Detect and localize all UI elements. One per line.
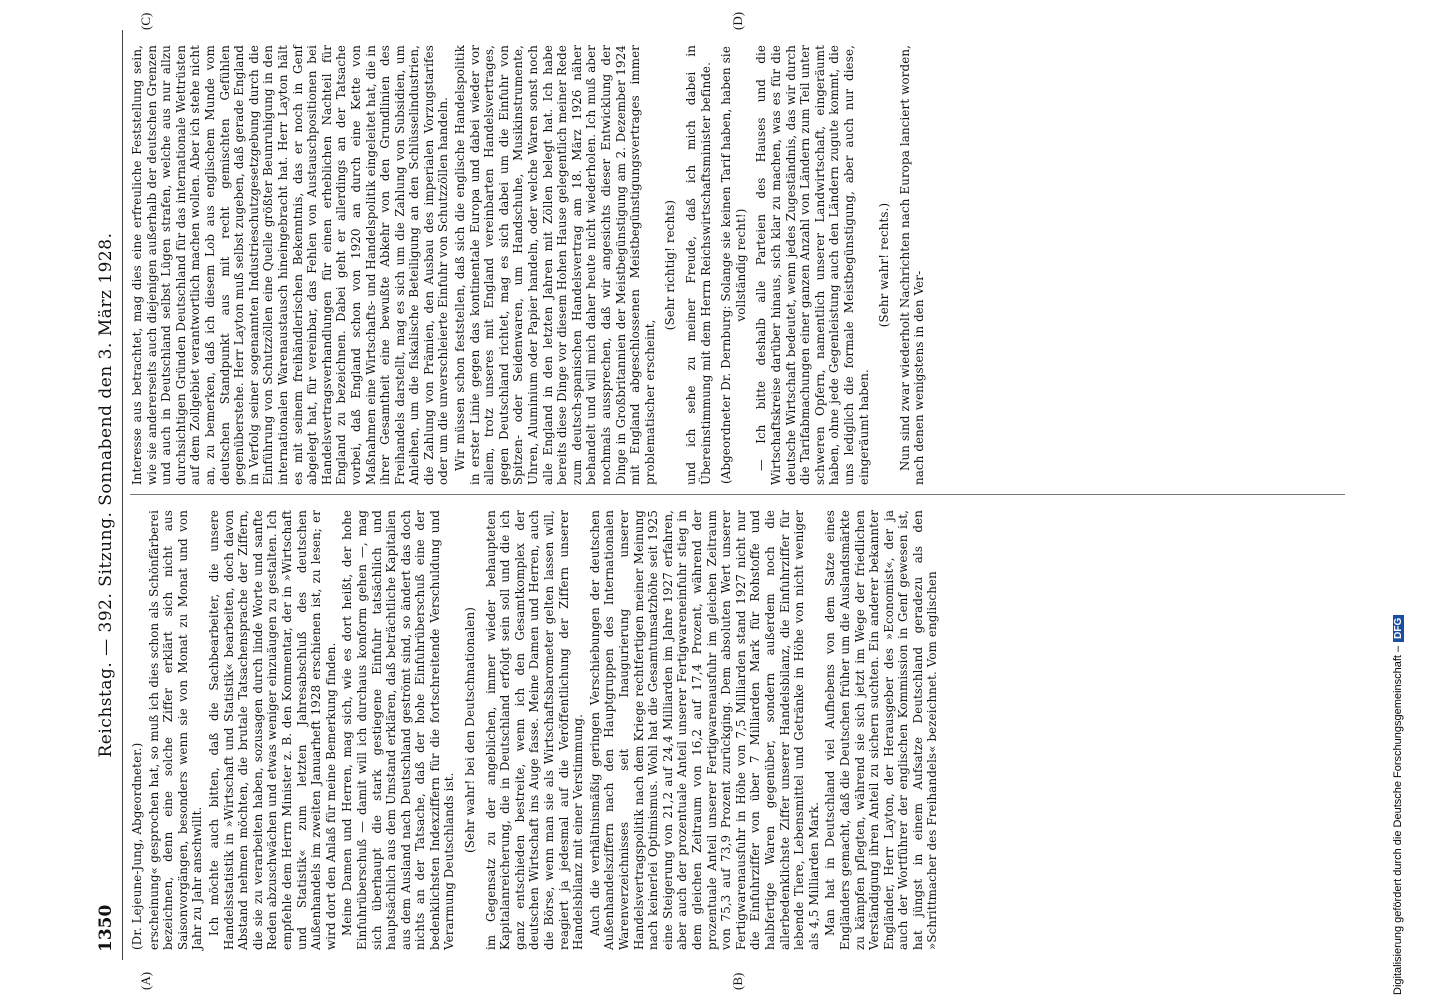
paragraph: Wir müssen schon feststellen, daß sich die englische Handelspolitik in erster Linie gegen das kontinentale Europa und dabei wieder vor allem, trotz unseres mit England vereinbarten Handelsvertrages, gegen Deutschland richtet, mag es sich dabei um die Einfuhr von Spitzen- oder Seidenwaren, um Handschuhe, Musikinstrumente, Uhren, Aluminium oder Papier handeln, oder welche Waren sonst noch alle England in den letzten Jahren mit Zöllen belegt hat. Ich habe bereits diese Dinge vor diesem Hohen Hause gelegentlich meiner Rede zum deutsch-spanischen Handelsvertrag am 18. März 1926 näher behandelt und will mich daher heute nicht wiederholen. Ich muß aber nochmals aussprechen, daß wir angesichts dieser Entwicklung der Dinge in Großbritannien der Meistbegünstigung am 2. Dezember 1924 mit England abgeschlossenen Meistbegünstigungsvertrages immer problematischer erscheint, (453, 45, 657, 485)
digitization-credit (1392, 615, 1404, 995)
paragraph: im Gegensatz zu der angeblichen, immer wieder behaupteten Kapitalanreicherung, die in Deutschland erfolgt sein soll und die ich ganz entschieden bestreite, wenn ich den Gesamtkomplex der deutschen Wirtschaft ins Auge fasse. Meine Damen und Herren, auch die Börse, wenn man sie als Wirtschaftsbarometer gelten lassen will, reagiert ja jedesmal auf die Veröffentlichung der Ziffern unserer Handelsbilanz mit einer Verstimmung. (483, 510, 586, 950)
paragraph: — Ich bitte deshalb alle Parteien des Hauses und die Wirtschaftskreise darüber hinaus, sich klar zu machen, was es für die deutsche Wirtschaft bedeutet, wenn jedes Zugeständnis, das wir durch die Tarifabmachungen einer ganzen Anzahl von Ländern zum Teil unter schweren Opfern, namentlich unserer Landwirtschaft, eingeräumt haben, ohne jede Gegenleistung auch den Ländern zugute kommt, die uns lediglich die formale Meistbegünstigung, aber auch nur diese, eingeräumt haben. (754, 45, 871, 485)
dfg-logo: DFG (1393, 615, 1404, 642)
paragraph: erscheinung« gesprochen hat, so muß ich dies schon als Schönfärberei bezeichnen, denn eine solche Ziffer erklärt sich nicht aus Saisonvorgängen, besonders wenn sie von Monat zu Monat und von Jahr zu Jahr anschwillt. (146, 510, 205, 950)
page-number: 1350 (96, 904, 116, 952)
interjection: (Sehr richtig! rechts) (663, 199, 678, 331)
rotated-page (90, 11, 1355, 990)
credit-text: Digitalisierung gefördert durch die Deutsche Forschungsgemeinschaft – (1392, 645, 1404, 995)
paragraph: Man hat in Deutschland viel Aufhebens von dem Satze eines Engländers gemacht, daß die Deutschen früher um die Auslandsmärkte zu kämpfen pflegten, während sie sich jetzt im Wege der friedlichen Verständigung ihren Anteil zu sichern suchten. Ein anderer bekannter Engländer, Herr Layton, der Herausgeber des »Economist«, der ja auch der Wortführer der englischen Kommission in Genf gewesen ist, hat jüngst in einem Aufsatze Deutschland geradezu als den »Schrittmacher des Freihandels« bezeichnet. Vom englischen (823, 510, 940, 950)
paragraph: Interesse aus betrachtet, mag dies eine erfreuliche Feststellung sein, wie sie andererseits auch diejenigen außerhalb der deutschen Grenzen und auch in Deutschland selbst Lügen strafen, welche aus nur allzu durchsichtigen Gründen Deutschland für das internationale Wettrüsten auf dem Zollgebiet verantwortlich machen wollen. Aber ich stehe nicht an, zu bemerken, daß ich diesem Lob aus englischem Munde vom deutschen Standpunkt aus mit recht gemischten Gefühlen gegenüberstehe. Herr Layton muß selbst zugeben, daß gerade England in Verfolg seiner sogenannten Industrieschutzgesetzgebung durch die Einführung von Schutzzöllen eine Quelle größter Beunruhigung in den internationalen Warenaustausch hineingebracht hat. Herr Layton hält es mit seinem freihändlerischen Bekenntnis, das er noch in Genf abgelegt hat, für vereinbar, das Fehlen von Austauschpositionen bei Handelsvertragsverhandlungen für einen erheblichen Nachteil für England zu bezeichnen. Dabei geht er allerdings an der Tatsache vorbei, daß England schon von 1920 an durch eine Kette von Maßnahmen eine Wirtschafts- und Handelspolitik eingeleitet hat, die in ihrer Gesamtheit eine bewußte Abkehr von den Grundlinien des Freihandels darstellt, mag es sich um die Zahlung von Subsidien, um Anleihen, um die fiskalische Beteiligung an den Schlüsselindustrien, die Zahlung von Prämien, den Ausbau des imperialen Vorzugstarifes oder um die unverschleierte Einfuhr von Schutzzöllen handeln. (130, 45, 451, 485)
margin-marker-d: (D) (730, 11, 745, 30)
page-title: Reichstag. — 392. Sitzung. Sonnabend den 3. März 1928. (96, 232, 116, 758)
margin-marker-b: (B) (730, 972, 745, 990)
right-column (130, 45, 929, 485)
page-header (90, 30, 123, 960)
margin-marker-c: (C) (138, 12, 153, 30)
speaker-line: (Dr. Lejeune-Jung, Abgeordneter.) (130, 742, 144, 950)
margin-marker-a: (A) (138, 971, 153, 990)
paragraph: Meine Damen und Herren, mag sich, wie es dort heißt, der hohe Einfuhrüberschuß — damit will ich durchaus konform gehen —, mag sich überhaupt die stark gestiegene Einfuhr tatsächlich und hauptsächlich aus dem Umstand erklären, daß beträchtliche Kapitalien aus dem Ausland nach Deutschland geströmt sind, so ändert das doch nichts an der Tatsache, daß der hohe Einfuhrüberschuß eine der bedenklichsten Indexziffern für die fortschreitende Verschuldung und Verarmung Deutschlands ist. (340, 510, 457, 950)
paragraph: Auch die verhältnismäßig geringen Verschiebungen der deutschen Außenhandelsziffern nach den Hauptgruppen des Internationalen Warenverzeichnisses seit Inaugurierung unserer Handelsvertragspolitik nach dem Kriege rechtfertigen meiner Meinung nach keinerlei Optimismus. Wohl hat die Gesamtumsatzhöhe seit 1925 eine Steigerung von 21,2 auf 24,4 Milliarden im Jahre 1927 erfahren, aber auch der prozentuale Anteil unserer Fertigwareneinfuhr stieg in dem gleichen Zeitraum von 16,2 auf 17,4 Prozent, während der prozentuale Anteil unserer Fertigwarenausfuhr im gleichen Zeitraum von 75,3 auf 73,9 Prozent zurückging. Dem absoluten Wert unserer Fertigwarenausfuhr in Höhe von 7,5 Milliarden stand 1927 nicht nur die Einfuhrziffer von über 7 Milliarden Mark für Rohstoffe und halbfertige Waren gegenüber, sondern außerdem noch die allerbedenklichste Ziffer unserer Handelsbilanz, die Einfuhrziffer für lebende Tiere, Lebensmittel und Getränke in Höhe von nicht weniger als 4,5 Milliarden Mark. (587, 510, 821, 950)
paragraph: Nun sind zwar wiederholt Nachrichten nach Europa lanciert worden, nach denen wenigstens in den Ver- (897, 45, 927, 485)
column-divider (130, 494, 1345, 495)
interjection: (Sehr wahr! bei den Deutschnationalen) (463, 607, 478, 854)
interjection: (Sehr wahr! rechts.) (877, 202, 892, 328)
paragraph: Ich möchte auch bitten, daß die Sachbearbeiter, die unsere Handelsstatistik in »Wirtschaft und Statistik« bearbeiten, doch davon Abstand nehmen möchten, die brutale Tatsachensprache der Ziffern, die sie zu verarbeiten haben, sozusagen durch linde Worte und sanfte Reden abzuschwächen und etwas weniger einzuäugen zu gestalten. Ich empfehle dem Herrn Minister z. B. den Kommentar, der in »Wirtschaft und Statistik« zum letzten Jahresabschluß des deutschen Außenhandels im zweiten Januarheft 1928 erschienen ist, zu lesen; er wird dort den Anlaß für meine Bemerkung finden. (206, 510, 338, 950)
left-column (130, 510, 942, 950)
interjection: (Abgeordneter Dr. Dernburg: Solange sie keinen Tarif haben, haben sie vollständig recht!) (719, 46, 748, 484)
paragraph: und ich sehe zu meiner Freude, daß ich mich dabei in Übereinstimmung mit dem Herrn Reichswirtschaftsminister befinde. (683, 45, 713, 485)
